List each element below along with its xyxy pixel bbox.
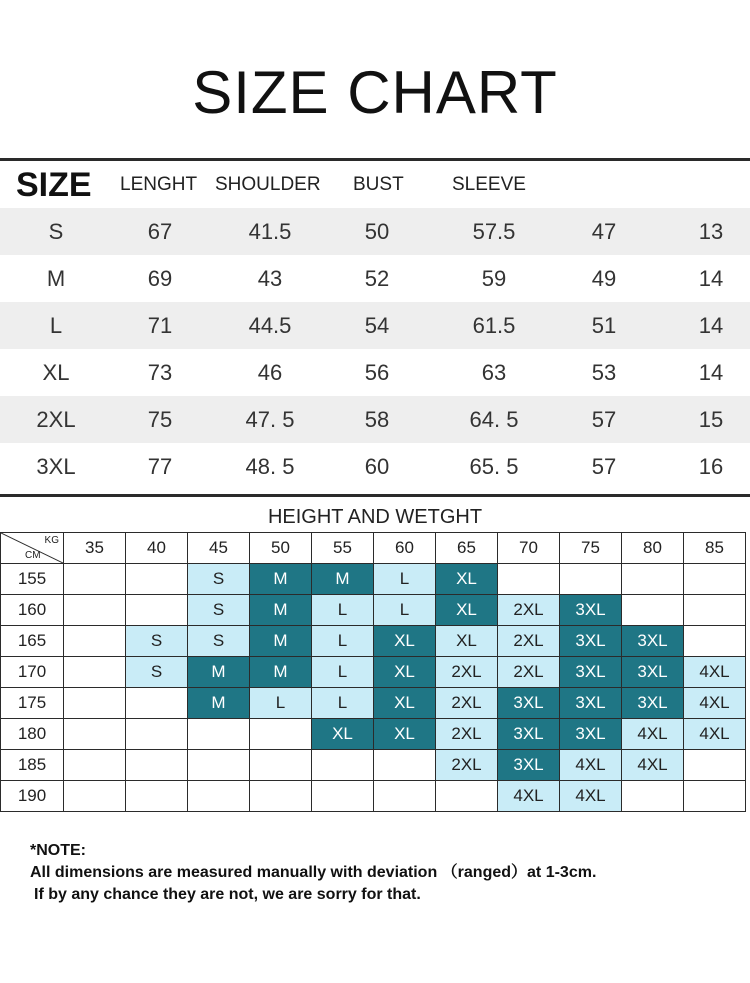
height-row (1, 781, 746, 812)
size-value: 67 (147, 219, 173, 244)
height-row (1, 626, 746, 657)
height-weight-title: HEIGHT AND WETGHT (267, 506, 483, 528)
weight-header: 55 (312, 533, 374, 564)
size-cell (64, 657, 126, 688)
weight-header: 35 (64, 533, 126, 564)
size-cell: 3XL (498, 719, 560, 750)
size-cell: XL (374, 657, 436, 688)
size-cell: 3XL (622, 657, 684, 688)
size-value: 41.5 (248, 219, 292, 244)
size-cell (64, 626, 126, 657)
size-cell (188, 750, 250, 781)
size-value: 57 (591, 407, 617, 432)
size-label: XL (42, 360, 70, 385)
size-cell: 3XL (560, 688, 622, 719)
size-cell: 2XL (498, 626, 560, 657)
size-table (0, 208, 750, 490)
size-value: 14 (698, 313, 724, 338)
weight-header: 40 (126, 533, 188, 564)
size-cell (684, 750, 746, 781)
size-cell (126, 750, 188, 781)
size-cell (188, 781, 250, 812)
size-cell (64, 781, 126, 812)
size-cell: XL (436, 595, 498, 626)
size-cell: 4XL (622, 750, 684, 781)
weight-header: 50 (250, 533, 312, 564)
size-cell (64, 595, 126, 626)
size-cell: M (188, 688, 250, 719)
size-cell: S (126, 626, 188, 657)
size-cell (684, 781, 746, 812)
size-value: 47. 5 (245, 407, 295, 432)
size-cell: 4XL (622, 719, 684, 750)
note-label: *NOTE: (30, 842, 86, 859)
size-row (0, 302, 750, 349)
size-cell: L (312, 626, 374, 657)
size-label: L (49, 313, 63, 338)
size-cell: L (312, 657, 374, 688)
size-value: 54 (364, 313, 390, 338)
size-cell: 4XL (560, 750, 622, 781)
height-label: 160 (1, 595, 64, 626)
weight-header: 60 (374, 533, 436, 564)
size-cell: 2XL (436, 750, 498, 781)
corner-cell (1, 533, 64, 564)
size-cell: 3XL (622, 626, 684, 657)
size-value: 16 (698, 454, 724, 479)
size-value: 59 (481, 266, 507, 291)
size-cell: XL (312, 719, 374, 750)
size-value: 15 (698, 407, 724, 432)
height-row (1, 688, 746, 719)
size-value: 48. 5 (245, 454, 295, 479)
bust-header: BUST (353, 174, 404, 195)
weight-header: 80 (622, 533, 684, 564)
height-label: 190 (1, 781, 64, 812)
weight-header: 70 (498, 533, 560, 564)
shoulder-header: SHOULDER (215, 174, 321, 195)
size-cell (622, 595, 684, 626)
size-cell: XL (374, 719, 436, 750)
size-value: 44.5 (248, 313, 292, 338)
height-row (1, 719, 746, 750)
size-row (0, 443, 750, 490)
size-cell: 4XL (498, 781, 560, 812)
size-value: 57 (591, 454, 617, 479)
size-value: 60 (364, 454, 390, 479)
size-label: M (46, 266, 66, 291)
size-cell (126, 595, 188, 626)
height-label: 175 (1, 688, 64, 719)
size-value: 50 (364, 219, 390, 244)
size-cell (64, 750, 126, 781)
size-cell (126, 781, 188, 812)
size-cell: M (250, 657, 312, 688)
size-cell (64, 564, 126, 595)
cm-label: CM (25, 550, 41, 561)
size-cell (126, 564, 188, 595)
size-header: SIZE (16, 166, 92, 204)
note-line-2: If by any chance they are not, we are sorry for that. (34, 886, 421, 903)
size-cell: XL (374, 688, 436, 719)
size-cell: 3XL (498, 688, 560, 719)
size-value: 77 (147, 454, 173, 479)
size-cell (188, 719, 250, 750)
size-value: 46 (257, 360, 283, 385)
size-cell (684, 564, 746, 595)
size-cell: L (250, 688, 312, 719)
size-cell: 2XL (436, 688, 498, 719)
size-value: 52 (364, 266, 390, 291)
size-value: 14 (698, 266, 724, 291)
size-cell: 2XL (436, 657, 498, 688)
size-cell: M (188, 657, 250, 688)
size-cell (436, 781, 498, 812)
height-row (1, 595, 746, 626)
size-cell: 4XL (684, 719, 746, 750)
size-cell (126, 688, 188, 719)
size-cell: L (374, 595, 436, 626)
size-value: 47 (591, 219, 617, 244)
size-cell: XL (374, 626, 436, 657)
size-table-header (0, 160, 750, 208)
size-value: 56 (364, 360, 390, 385)
size-value: 73 (147, 360, 173, 385)
size-row (0, 255, 750, 302)
size-cell (684, 595, 746, 626)
size-value: 57.5 (472, 219, 516, 244)
middle-divider (0, 494, 750, 497)
size-cell: M (250, 564, 312, 595)
size-cell: L (312, 688, 374, 719)
height-label: 185 (1, 750, 64, 781)
size-cell (374, 750, 436, 781)
size-cell: M (312, 564, 374, 595)
size-cell: M (250, 626, 312, 657)
weight-header-row (1, 533, 746, 564)
height-weight-table (0, 532, 746, 812)
size-row (0, 396, 750, 443)
size-cell: 2XL (498, 595, 560, 626)
size-label: 2XL (36, 407, 76, 432)
height-label: 180 (1, 719, 64, 750)
size-cell: 2XL (498, 657, 560, 688)
weight-header: 65 (436, 533, 498, 564)
size-cell: 3XL (560, 719, 622, 750)
size-cell (684, 626, 746, 657)
size-cell (126, 719, 188, 750)
size-cell (622, 564, 684, 595)
size-cell: 4XL (560, 781, 622, 812)
size-cell (622, 781, 684, 812)
size-cell: S (126, 657, 188, 688)
height-row (1, 657, 746, 688)
size-value: 13 (698, 219, 724, 244)
size-value: 64. 5 (469, 407, 519, 432)
size-value: 58 (364, 407, 390, 432)
size-value: 65. 5 (469, 454, 519, 479)
size-cell: S (188, 564, 250, 595)
length-header: LENGHT (120, 174, 198, 195)
size-value: 51 (591, 313, 617, 338)
size-value: 49 (591, 266, 617, 291)
size-value: 53 (591, 360, 617, 385)
size-cell (560, 564, 622, 595)
height-row (1, 564, 746, 595)
height-label: 170 (1, 657, 64, 688)
size-value: 61.5 (472, 313, 516, 338)
height-label: 165 (1, 626, 64, 657)
height-row (1, 750, 746, 781)
size-cell (64, 719, 126, 750)
size-row (0, 208, 750, 255)
size-cell: 3XL (560, 657, 622, 688)
size-cell: 4XL (684, 657, 746, 688)
note-line-1: All dimensions are measured manually with deviation （ranged）at 1-3cm. (30, 864, 597, 881)
size-value: 71 (147, 313, 173, 338)
size-cell (64, 688, 126, 719)
size-value: 69 (147, 266, 173, 291)
note-block (30, 840, 596, 906)
size-cell (250, 719, 312, 750)
size-cell: M (250, 595, 312, 626)
size-row (0, 349, 750, 396)
kg-label: KG (44, 535, 59, 546)
size-cell (250, 750, 312, 781)
size-label: S (48, 219, 64, 244)
size-cell (498, 564, 560, 595)
size-cell: 2XL (436, 719, 498, 750)
weight-header: 85 (684, 533, 746, 564)
size-value: 63 (481, 360, 507, 385)
size-cell (312, 781, 374, 812)
size-cell: S (188, 626, 250, 657)
size-cell: 4XL (684, 688, 746, 719)
size-cell (312, 750, 374, 781)
size-cell: L (374, 564, 436, 595)
weight-header: 45 (188, 533, 250, 564)
size-value: 75 (147, 407, 173, 432)
size-cell: 3XL (560, 626, 622, 657)
size-cell (250, 781, 312, 812)
size-value: 14 (698, 360, 724, 385)
size-cell: 3XL (498, 750, 560, 781)
page-title: SIZE CHART (192, 59, 558, 126)
size-cell: S (188, 595, 250, 626)
size-cell (374, 781, 436, 812)
size-cell: L (312, 595, 374, 626)
size-cell: XL (436, 626, 498, 657)
sleeve-header: SLEEVE (452, 174, 526, 195)
size-cell: 3XL (560, 595, 622, 626)
size-cell: 3XL (622, 688, 684, 719)
weight-header: 75 (560, 533, 622, 564)
size-label: 3XL (36, 454, 76, 479)
height-label: 155 (1, 564, 64, 595)
size-cell: XL (436, 564, 498, 595)
size-value: 43 (257, 266, 283, 291)
